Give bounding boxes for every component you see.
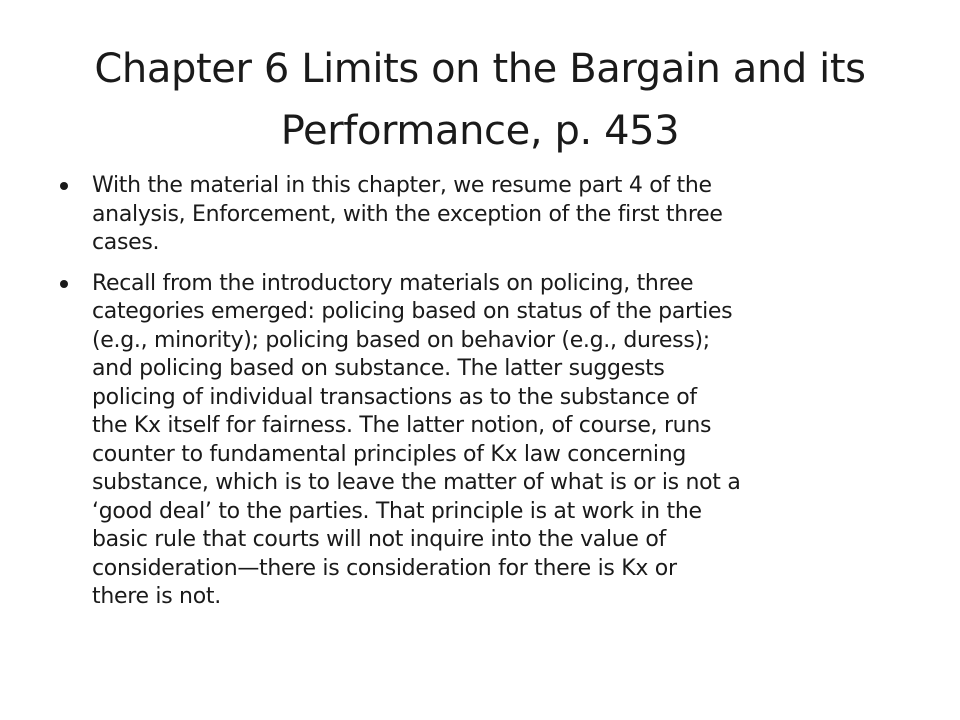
bullet-text-line: analysis, Enforcement, with the exception of the first three — [92, 201, 723, 227]
bullet-dot-icon — [60, 182, 68, 190]
bullet-dot-icon — [60, 280, 68, 288]
slide-title-line: Performance, p. 453 — [280, 108, 680, 154]
bullet-item — [56, 172, 916, 258]
slide-title — [48, 38, 912, 162]
bullet-text-line: counter to fundamental principles of Kx law concerning — [92, 441, 687, 467]
bullet-text-line: consideration—there is consideration for there is Kx or — [92, 555, 677, 581]
bullet-text-line: categories emerged: policing based on status of the parties — [92, 299, 733, 324]
bullet-text-line: the Kx itself for fairness. The latter notion, of course, runs — [92, 413, 712, 438]
bullet-text-line: Recall from the introductory materials on policing, three — [92, 270, 694, 296]
slide-title-line: Chapter 6 Limits on the Bargain and its — [94, 46, 866, 92]
bullet-list — [56, 172, 916, 624]
bullet-text-line: policing of individual transactions as to the substance of — [92, 384, 697, 410]
bullet-text-line: With the material in this chapter, we resume part 4 of the — [92, 173, 712, 198]
bullet-text-line: there is not. — [92, 584, 221, 609]
bullet-text-line: basic rule that courts will not inquire into the value of — [92, 527, 666, 552]
bullet-text-line: and policing based on substance. The latter suggests — [92, 356, 665, 381]
bullet-item — [56, 270, 916, 612]
bullet-text-line: cases. — [92, 230, 160, 255]
bullet-text-line: substance, which is to leave the matter of what is or is not a — [92, 470, 741, 495]
bullet-text-line: (e.g., minority); policing based on behavior (e.g., duress); — [92, 327, 710, 353]
bullet-text-line: ‘good deal’ to the parties. That principle is at work in the — [92, 498, 702, 524]
